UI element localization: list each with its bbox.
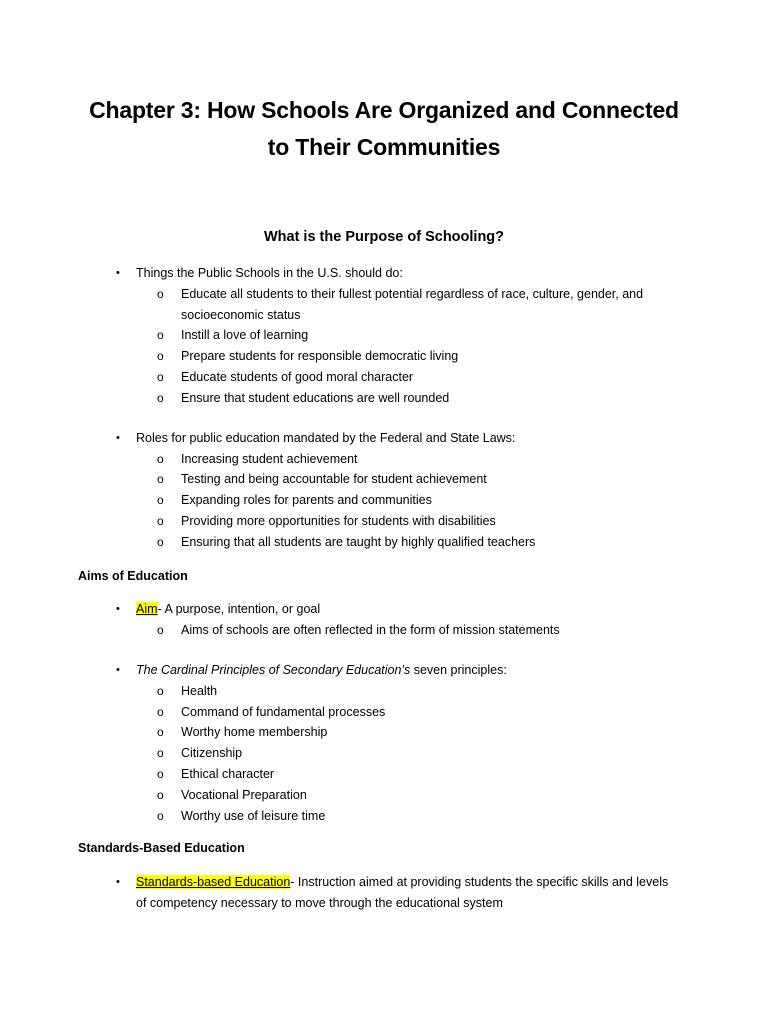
- italic-title: The Cardinal Principles of Secondary Education’s: [136, 663, 411, 677]
- list-intro: Things the Public Schools in the U.S. should do:: [136, 266, 403, 280]
- bullet-icon: •: [116, 664, 120, 676]
- sub-bullet-icon: o: [157, 349, 164, 363]
- list-intro: [136, 660, 507, 681]
- sub-item-text: Command of fundamental processes: [181, 705, 386, 719]
- definition-text: - A purpose, intention, or goal: [157, 602, 321, 616]
- sub-bullet-icon: o: [157, 788, 164, 802]
- bullet-icon: •: [116, 603, 120, 615]
- sub-bullet-icon: o: [157, 514, 164, 528]
- sub-bullet-icon: o: [157, 328, 164, 342]
- highlighted-term: Aim: [136, 602, 158, 616]
- sub-bullet-icon: o: [157, 705, 164, 719]
- intro-text: seven principles:: [410, 663, 507, 677]
- sub-item-text: Ensure that student educations are well rounded: [181, 391, 450, 405]
- sub-item-text: Educate students of good moral character: [181, 370, 414, 384]
- sub-bullet-icon: o: [157, 746, 164, 760]
- definition: [136, 599, 320, 620]
- section-heading-standards: Standards-Based Education: [78, 841, 245, 855]
- sub-item-text: Vocational Preparation: [181, 788, 307, 802]
- definition-text: - Instruction aimed at providing students the specific skills and levels: [290, 875, 669, 889]
- sub-item-text: Worthy home membership: [181, 725, 328, 739]
- sub-item-text: Ensuring that all students are taught by highly qualified teachers: [181, 535, 536, 549]
- definition-text: of competency necessary to move through the educational system: [136, 896, 503, 910]
- sub-bullet-icon: o: [157, 391, 164, 405]
- sub-bullet-icon: o: [157, 472, 164, 486]
- sub-item-text: Health: [181, 684, 218, 698]
- sub-bullet-icon: o: [157, 535, 164, 549]
- sub-item-text: Worthy use of leisure time: [181, 809, 326, 823]
- sub-item-text: Instill a love of learning: [181, 328, 309, 342]
- highlighted-term: Standards-based Education: [136, 875, 291, 889]
- sub-item-text: Prepare students for responsible democratic living: [181, 349, 459, 363]
- chapter-title: [60, 92, 708, 166]
- sub-item-text: Providing more opportunities for students with disabilities: [181, 514, 496, 528]
- sub-bullet-icon: o: [157, 287, 164, 301]
- bullet-icon: •: [116, 267, 120, 279]
- sub-item-text: Ethical character: [181, 767, 275, 781]
- sub-bullet-icon: o: [157, 623, 164, 637]
- sub-bullet-icon: o: [157, 370, 164, 384]
- chapter-title-line-1: Chapter 3: How Schools Are Organized and Connected: [89, 97, 679, 123]
- sub-item-text: Educate all students to their fullest potential regardless of race, culture, gender, and: [181, 287, 644, 301]
- sub-bullet-icon: o: [157, 725, 164, 739]
- sub-item-text: Citizenship: [181, 746, 243, 760]
- chapter-title-line-2: to Their Communities: [267, 134, 501, 160]
- sub-bullet-icon: o: [157, 452, 164, 466]
- sub-bullet-icon: o: [157, 767, 164, 781]
- bullet-icon: •: [116, 432, 120, 444]
- section-heading-aims: Aims of Education: [78, 569, 188, 583]
- sub-bullet-icon: o: [157, 684, 164, 698]
- sub-item-text: Testing and being accountable for student achievement: [181, 472, 487, 486]
- sub-item-text: Aims of schools are often reflected in the form of mission statements: [181, 623, 560, 637]
- definition: [136, 872, 668, 893]
- sub-item-text: Increasing student achievement: [181, 452, 358, 466]
- sub-bullet-icon: o: [157, 809, 164, 823]
- purpose-heading: What is the Purpose of Schooling?: [263, 229, 505, 245]
- bullet-icon: •: [116, 876, 120, 888]
- sub-item-text: socioeconomic status: [181, 308, 301, 322]
- sub-item-text: Expanding roles for parents and communities: [181, 493, 432, 507]
- sub-bullet-icon: o: [157, 493, 164, 507]
- list-intro: Roles for public education mandated by the Federal and State Laws:: [136, 431, 516, 445]
